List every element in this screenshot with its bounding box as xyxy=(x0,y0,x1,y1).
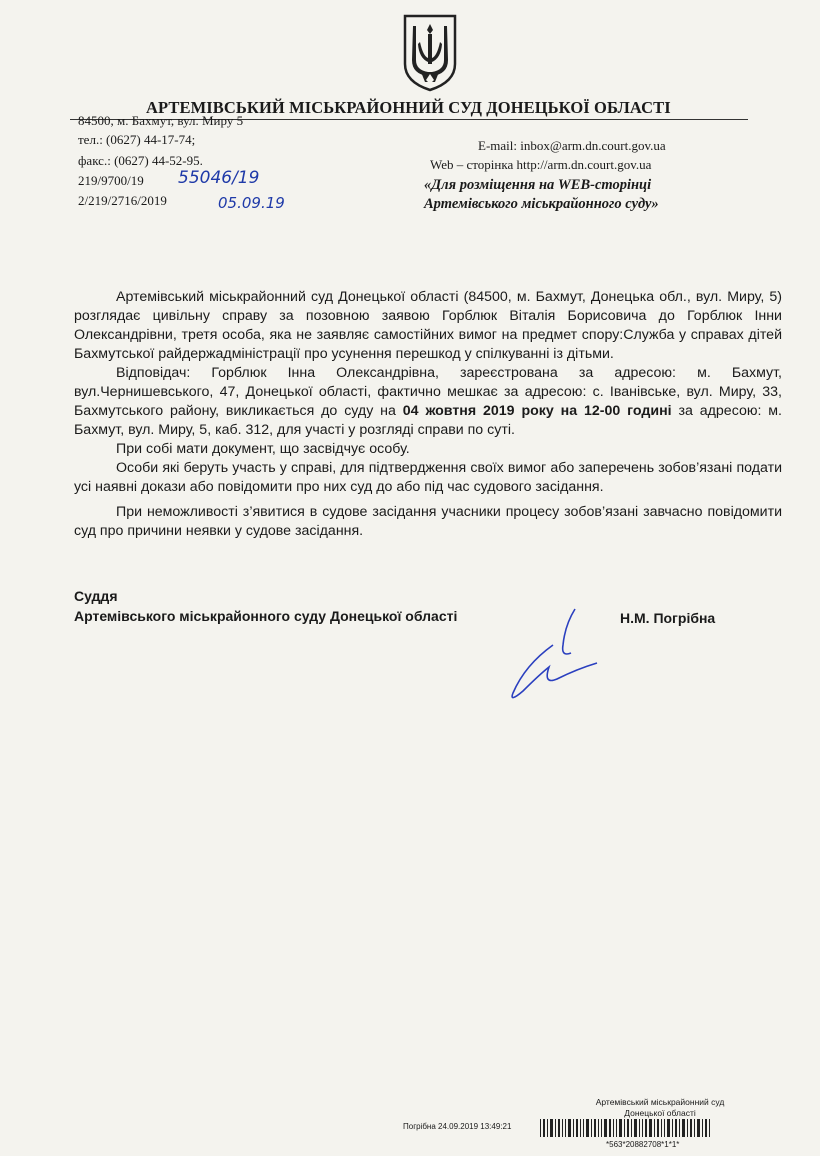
court-phone: тел.: (0627) 44-17-74; xyxy=(78,132,196,147)
court-address: 84500, м. Бахмут, вул. Миру 5 xyxy=(78,113,244,128)
judge-title-line-2: Артемівського міськрайонного суду Донецької області xyxy=(74,608,458,624)
handwritten-reference: 55046/19 xyxy=(178,168,260,188)
handwritten-date: 05.09.19 xyxy=(218,194,285,212)
barcode-number: *563*20882708*1*1* xyxy=(606,1140,680,1149)
coat-of-arms-icon xyxy=(401,12,459,92)
court-fax: факс.: (0627) 44-52-95. xyxy=(78,153,203,168)
barcode xyxy=(540,1119,712,1137)
handwritten-signature xyxy=(505,605,600,705)
hearing-datetime: 04 жовтня 2019 року на 12-00 годині xyxy=(402,403,672,419)
case-number-1: 219/9700/19 xyxy=(78,173,144,188)
judge-name: Н.М. Погрібна xyxy=(620,610,716,626)
placement-line-2: Артемівського міськрайонного суду» xyxy=(424,196,659,212)
notice-body xyxy=(74,288,782,541)
court-title: АРТЕМІВСЬКИЙ МІСЬКРАЙОННИЙ СУД ДОНЕЦЬКОЇ ОБЛАСТІ xyxy=(146,98,671,117)
court-website: Web – сторінка http://arm.dn.court.gov.ua xyxy=(430,157,652,172)
placement-note xyxy=(424,176,659,214)
court-email: E-mail: inbox@arm.dn.court.gov.ua xyxy=(478,138,666,153)
e-signature-court: Артемівський міськрайонний суд Донецької області xyxy=(595,1097,725,1118)
body-paragraph-3: При собі мати документ, що засвідчує особу. xyxy=(116,441,410,457)
body-paragraph-5: При неможливості з’явитися в судове засідання учасники процесу зобов’язані завчасно повідомити суд про причини неявки у судове засідання. xyxy=(74,504,782,539)
placement-line-1: «Для розміщення на WEB-сторінці xyxy=(424,177,652,193)
body-paragraph-2: Відповідач: Горблюк Інна Олександрівна, зареєстрована за адресою: м. Бахмут, вул.Чернишевського, 47, Донецької області, фактично мешкає за адресою: с. Іванівське, вул. Миру, 33, Бахмутського району, викликається до суду на 04 жовтня 2019 року на 12-00 годині за адресою: м. Бахмут, вул. Миру, 5, каб. 312, для участі у розгляді справи по суті. xyxy=(74,365,782,438)
body-paragraph-4: Особи які беруть участь у справі, для підтвердження своїх вимог або заперечень зобов’язані подати усі наявні докази або повідомити про них суд до або під час судового засідання. xyxy=(74,460,782,495)
e-signature-signed: Погрібна 24.09.2019 13:49:21 xyxy=(403,1122,512,1131)
judge-title xyxy=(74,586,457,626)
case-number-2: 2/219/2716/2019 xyxy=(78,193,167,208)
body-paragraph-1: Артемівський міськрайонний суд Донецької області (84500, м. Бахмут, Донецька обл., вул. Миру, 5) розглядає цивільну справу за позовною заявою Горблюк Віталія Борисовича до Горблюк Інни Олександрівни, третя особа, яка не заявляє самостійних вимог на предмет спору:Служба у справах дітей Бахмутської райдержадміністрації про усунення перешкод у спілкуванні із дітьми. xyxy=(74,289,782,362)
judge-title-line-1: Суддя xyxy=(74,588,118,604)
